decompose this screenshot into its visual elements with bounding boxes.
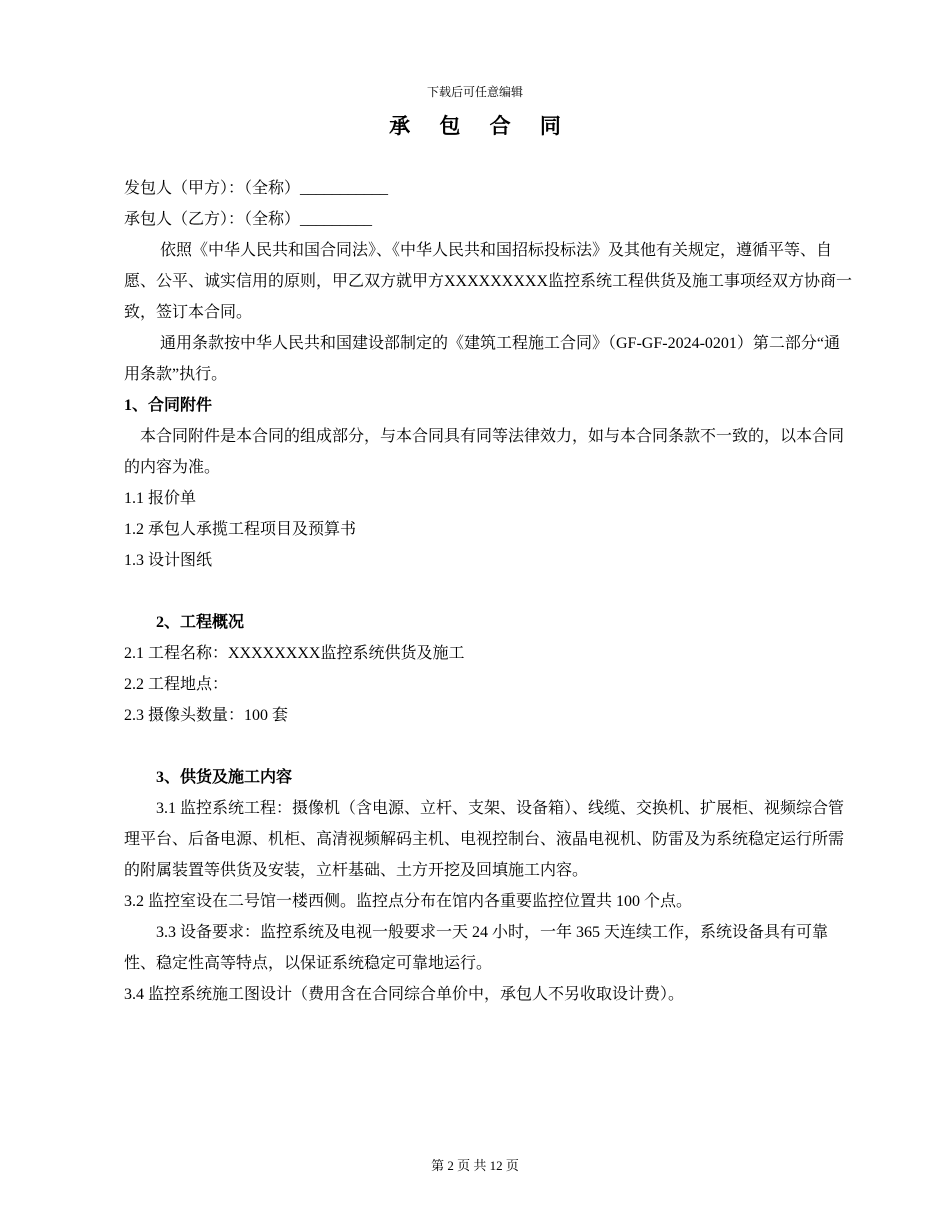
section1-item: 1.1 报价单 [124,490,197,507]
section3-item: 3.2 监控室设在二号馆一楼西侧。监控点分布在馆内各重要监控位置共 100 个点。 [124,893,693,910]
section1-item: 1.3 设计图纸 [124,552,213,569]
section1-item: 1.2 承包人承揽工程项目及预算书 [124,521,357,538]
section3-item: 3.3 设备要求：监控系统及电视一般要求一天 24 小时，一年 365 天连续工作，系统设备具有可靠性、稳定性高等特点，以保证系统稳定可靠地运行。 [124,924,829,972]
section3-item: 3.1 监控系统工程：摄像机（含电源、立杆、支架、设备箱）、线缆、交换机、扩展柜、视频综合管理平台、后备电源、机柜、高清视频解码主机、电视控制台、液晶电视机、防雷及为系统稳定运行所需的附属装置等供货及安装，立杆基础、土方开挖及回填施工内容。 [124,800,845,879]
section1-intro: 本合同附件是本合同的组成部分，与本合同具有同等法律效力，如与本合同条款不一致的，以本合同的内容为准。 [124,428,845,476]
section2-item: 2.1 工程名称：XXXXXXXX监控系统供货及施工 [124,645,465,662]
section3-item: 3.4 监控系统施工图设计（费用含在合同综合单价中，承包人不另收取设计费）。 [124,986,685,1003]
party-a-line: 发包人（甲方）：（全称）___________ [124,180,389,197]
section2-item: 2.2 工程地点： [124,676,229,693]
spacer [124,576,852,607]
section1-heading: 1、合同附件 [124,397,213,414]
spacer [124,731,852,762]
document-title: 承 包 合 同 [389,114,573,138]
preamble-paragraph: 依照《中华人民共和国合同法》、《中华人民共和国招标投标法》及其他有关规定，遵循平等、自愿、公平、诚实信用的原则，甲乙双方就甲方XXXXXXXXX监控系统工程供货及施工事项经双方协商一致，签订本合同。 [124,242,852,321]
header-note: 下载后可任意编辑 [426,85,523,99]
general-terms-paragraph: 通用条款按中华人民共和国建设部制定的《建筑工程施工合同》（GF-GF-2024-0201）第二部分“通用条款”执行。 [124,335,840,383]
section2-item: 2.3 摄像头数量：100 套 [124,707,289,724]
document-body [124,173,852,1010]
party-b-line: 承包人（乙方）：（全称）_________ [124,211,373,228]
page-footer: 第 2 页 共 12 页 [431,1158,519,1173]
section2-heading: 2、工程概况 [156,614,245,631]
section3-heading: 3、供货及施工内容 [156,769,293,786]
